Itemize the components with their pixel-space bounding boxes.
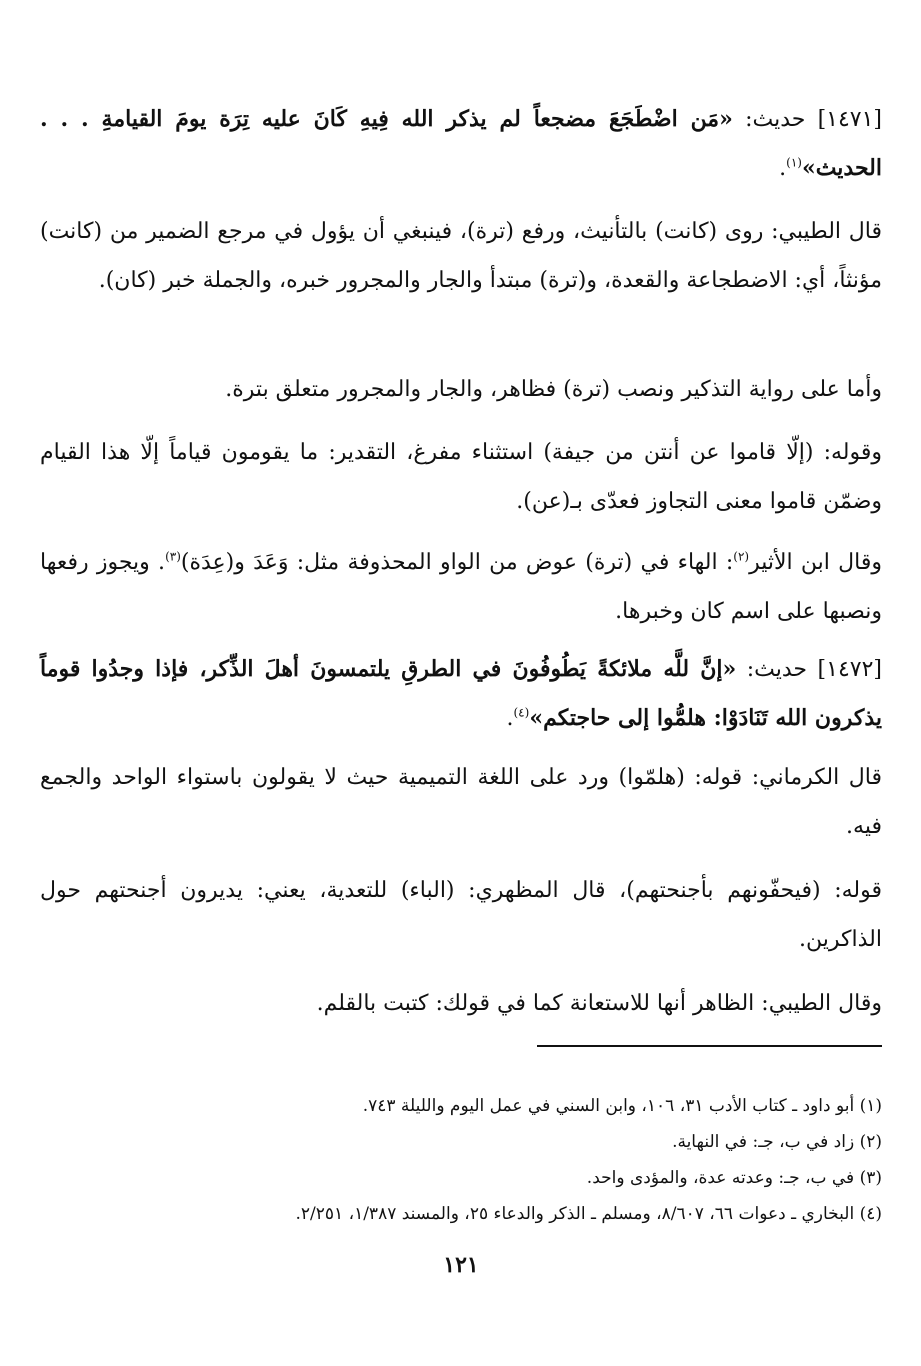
- footnote-ref: (١): [786, 155, 802, 170]
- text-run: . ويجوز رفعها ونصبها على اسم كان وخبرها.: [40, 550, 882, 624]
- commentary-ibn-athir: [40, 538, 882, 636]
- book-page: [40, 0, 882, 1366]
- hadith-label: حديث:: [746, 657, 808, 682]
- commentary-mazhari: [40, 866, 882, 964]
- hadith-text: «مَن اضْطَجَعَ مضجعاً لم يذكر الله فِيهِ كَانَ عليه تِرَة يومَ القيامةِ . . . الحديث»: [40, 106, 882, 181]
- hadith-1472-block: [40, 645, 882, 743]
- commentary-tadhkir: [40, 365, 882, 414]
- hadith-text: «إنَّ للَّه ملائكةً يَطُوفُونَ في الطرقِ يلتمسونَ أهلَ الذِّكر، فإذا وجدُوا قوماً يذكرون الله تَنَادَوْا: هلمُّوا إلى حاجتكم»: [40, 656, 882, 731]
- hadith-1471-block: [40, 95, 882, 193]
- paragraph: وأما على رواية التذكير ونصب (ترة) فظاهر، والجار والمجرور متعلق بترة.: [225, 377, 882, 402]
- commentary-tibi-2: [40, 979, 882, 1028]
- paragraph: وقال الطيبي: الظاهر أنها للاستعانة كما في قولك: كتبت بالقلم.: [316, 991, 882, 1016]
- hadith-number: [١٤٧١]: [817, 107, 883, 132]
- sentence-end: .: [506, 706, 514, 731]
- hadith-number: [١٤٧٢]: [817, 657, 882, 682]
- paragraph: قال الكرماني: قوله: (هلمّوا) ورد على اللغة التميمية حيث لا يقولون باستواء الواحد والجمع فيه.: [40, 765, 882, 839]
- paragraph: قوله: (فيحفّونهم بأجنحتهم)، قال المظهري: (الباء) للتعدية، يعني: يديرون أجنحتهم حول الذاكرين.: [40, 878, 882, 952]
- footnote: (١) أبو داود ـ كتاب الأدب ٣١، ١٠٦، وابن السني في عمل اليوم والليلة ٧٤٣.: [362, 1096, 882, 1116]
- page-number: ١٢١: [443, 1252, 479, 1278]
- text-run: : الهاء في (ترة) عوض من الواو المحذوفة مثل: وَعَدَ و(عِدَة): [180, 550, 734, 575]
- commentary-qawluhu: [40, 428, 882, 526]
- footnotes: [40, 1088, 882, 1232]
- hadith-label: حديث:: [745, 107, 806, 132]
- paragraph: [40, 538, 882, 636]
- footnote: (٣) في ب، جـ: وعدته عدة، والمؤدى واحد.: [586, 1168, 882, 1188]
- footnote: (٢) زاد في ب، جـ: في النهاية.: [672, 1132, 882, 1152]
- paragraph: وقوله: (إلّا قاموا عن أنتن من جيفة) استثناء مفرغ، التقدير: ما يقومون قياماً إلّا هذا القيام وضمّن قاموا معنى التجاوز فعدّى بـ(عن).: [40, 440, 882, 514]
- hadith-1471: [40, 95, 882, 193]
- paragraph: قال الطيبي: روى (كانت) بالتأنيث، ورفع (ترة)، فينبغي أن يؤول في مرجع الضمير من (كانت) مؤنثاً، أي: الاضطجاعة والقعدة، و(ترة) مبتدأ والجار والمجرور خبره، والجملة خبر (كان).: [40, 219, 882, 293]
- footnote-separator: [537, 1045, 882, 1047]
- text-run: وقال ابن الأثير: [749, 550, 883, 575]
- footnote-ref: (٣): [165, 549, 181, 564]
- commentary-kirmani: [40, 753, 882, 851]
- sentence-end: .: [779, 156, 787, 181]
- commentary-tibi-1: [40, 207, 882, 305]
- footnote-ref: (٤): [513, 705, 530, 720]
- footnote-ref: (٢): [733, 549, 750, 564]
- hadith-1472: [40, 645, 882, 743]
- footnote: (٤) البخاري ـ دعوات ٦٦، ٨/٦٠٧، ومسلم ـ الذكر والدعاء ٢٥، والمسند ١/٣٨٧، ٢/٢٥١.: [295, 1204, 882, 1224]
